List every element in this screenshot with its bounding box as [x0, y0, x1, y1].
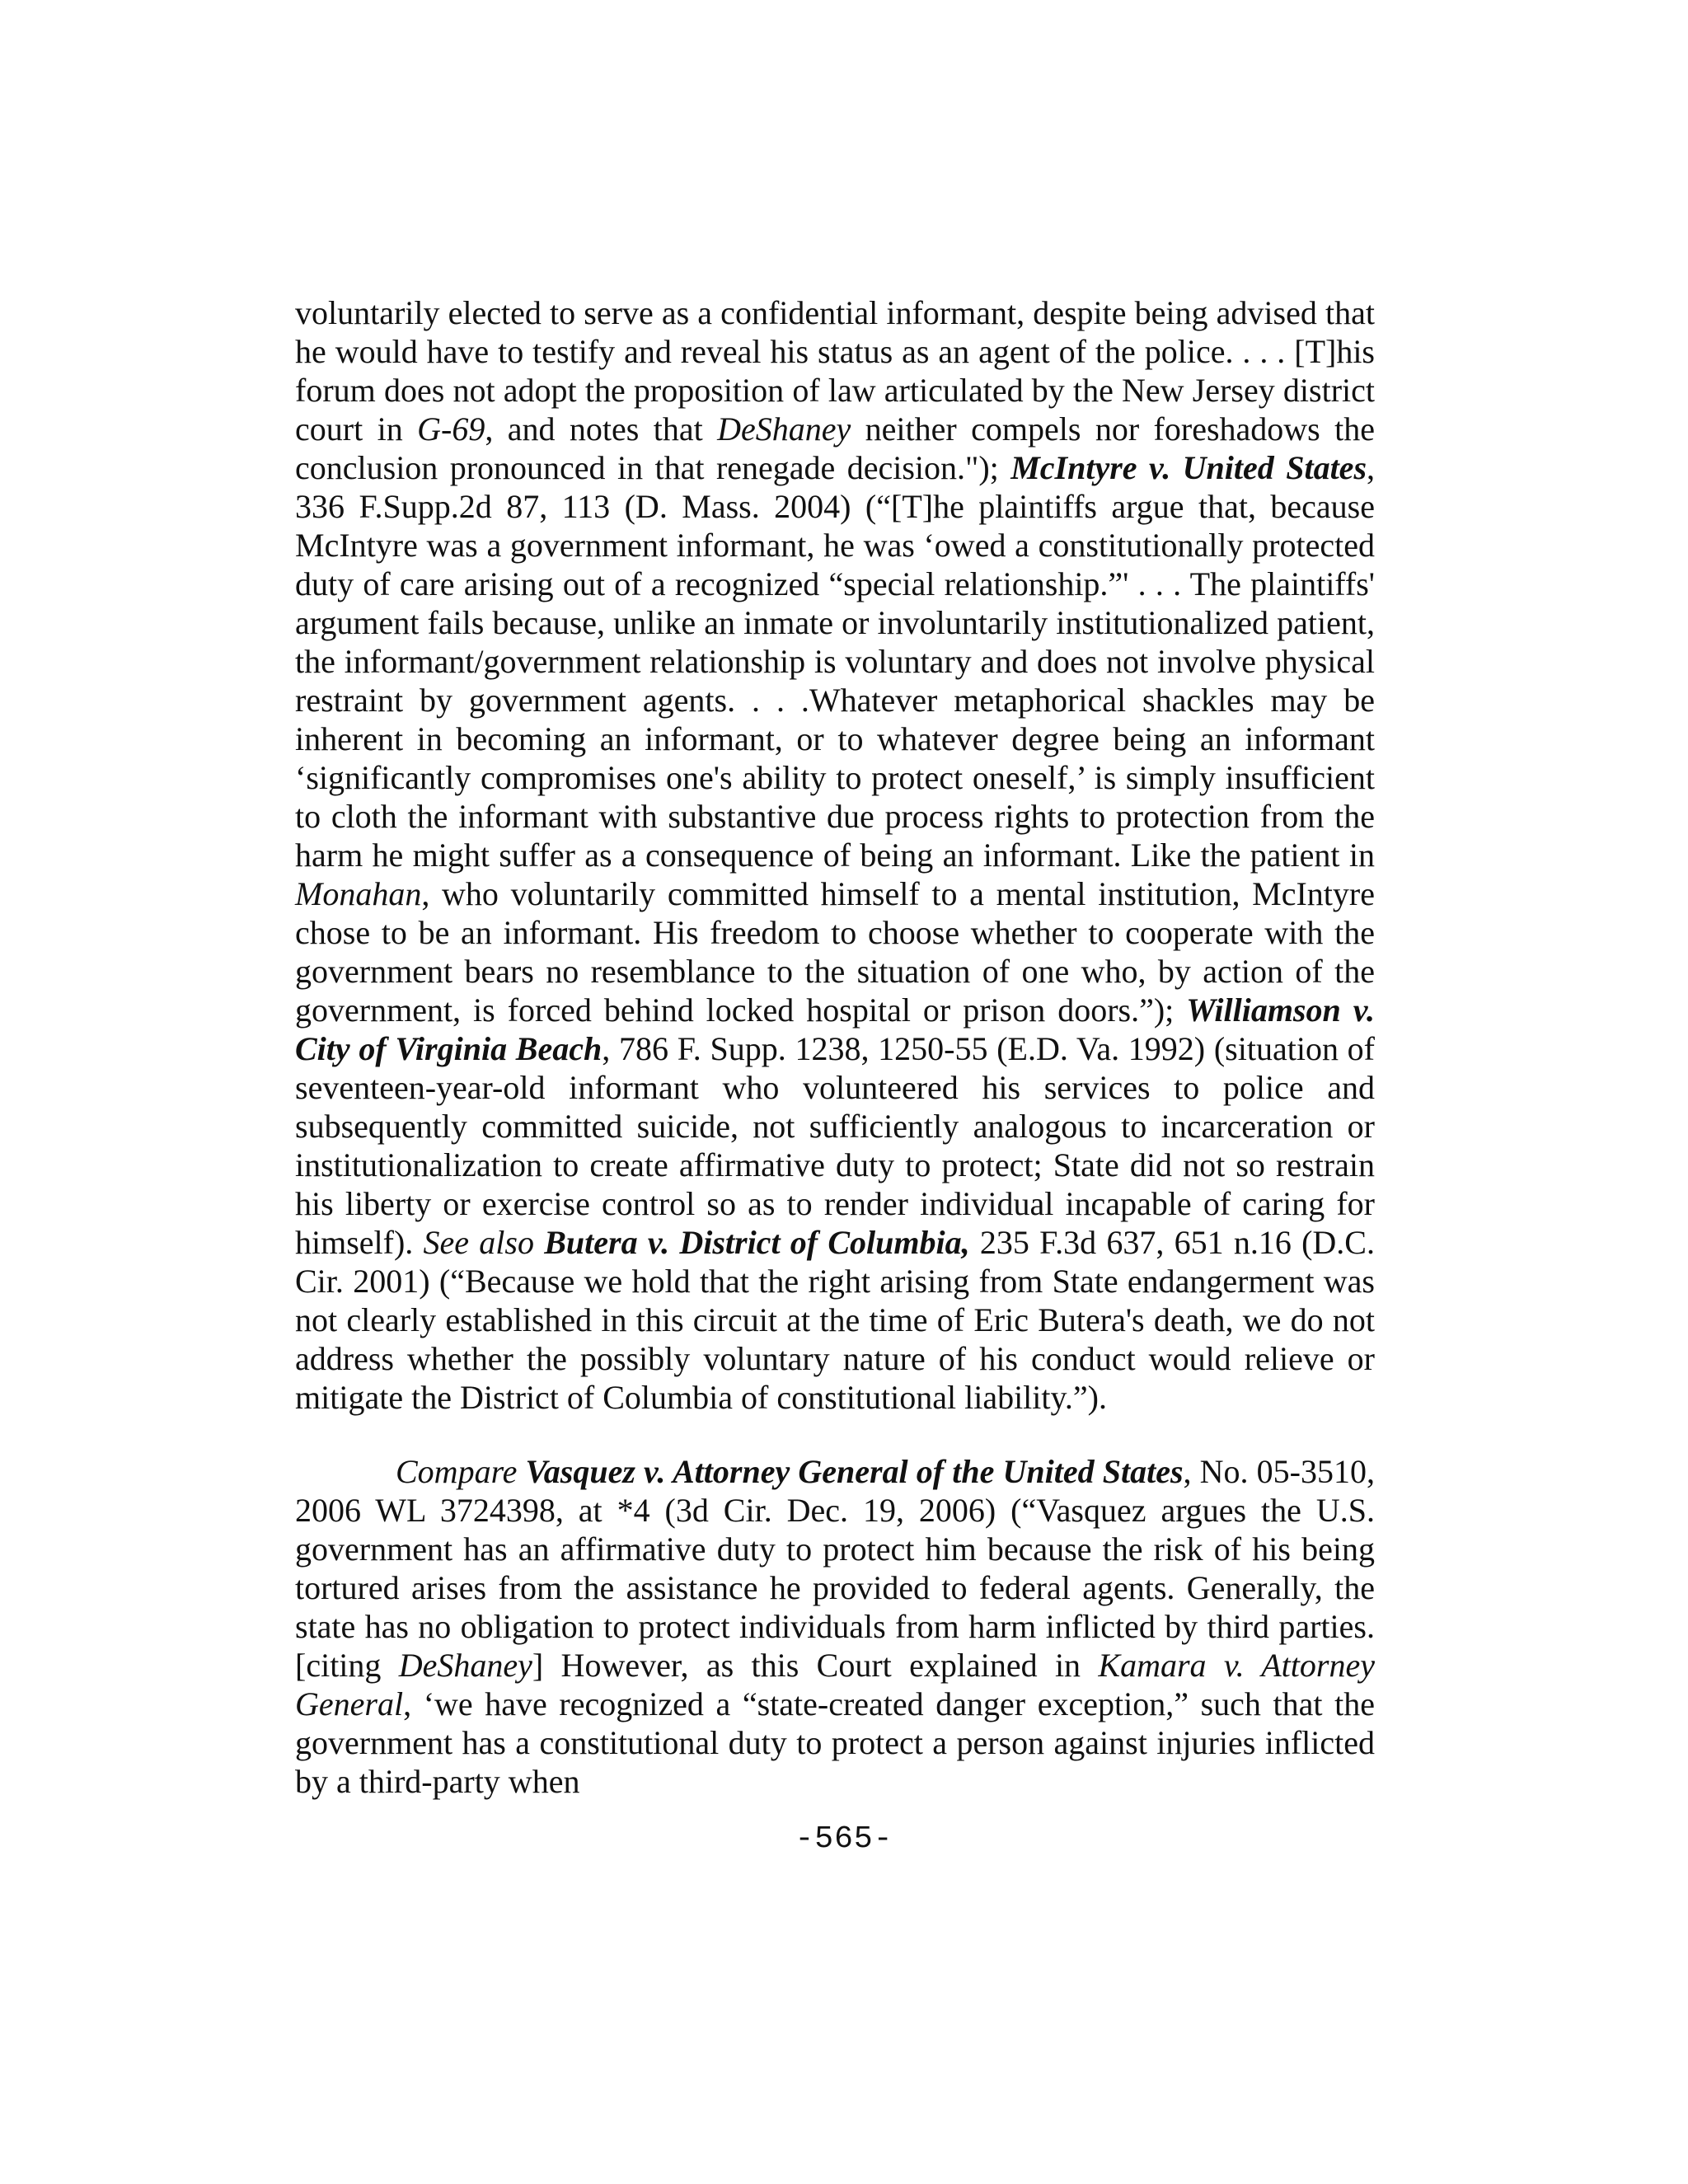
text-run: neither compels nor foreshadows the conclusion pronounced in that renegade decision.");: [295, 410, 1375, 486]
case-name-run: Butera v. District of Columbia,: [544, 1224, 970, 1261]
paragraph-2-text: [295, 1452, 1375, 1801]
text-run: , 786 F. Supp. 1238, 1250-55 (E.D. Va. 1992) (situation of seventeen-year-old informant who volunteered his services to police and subsequently committed suicide, not sufficiently analogous to incarceration or institutionalization to create affirmative duty to protect; State did not so restrain his liberty or exercise control so as to render individual incapable of caring for himself).: [295, 1030, 1375, 1261]
page-number: -565-: [795, 1821, 893, 1857]
case-name-run: Vasquez v. Attorney General of the United States: [525, 1453, 1184, 1490]
text-run: , and notes that: [485, 410, 718, 448]
italic-text-run: Compare: [396, 1453, 526, 1490]
text-run: , No. 05-3510, 2006 WL 3724398, at *4 (3d Cir. Dec. 19, 2006) (“Vasquez argues the U.S. government has an affirmative duty to protect him because the risk of his being tortured arises from the assistance he provided to federal agents. Generally, the state has no obligation to protect individuals from harm inflicted by third parties. [citing: [295, 1453, 1376, 1684]
italic-text-run: G-69: [417, 410, 485, 448]
text-run: ] However, as this Court explained in: [532, 1647, 1099, 1684]
case-name-run: McIntyre v. United States: [1010, 449, 1367, 486]
case-name-run: Williamson v. City of Virginia Beach: [295, 991, 1375, 1067]
italic-text-run: Kamara v. Attorney General: [295, 1647, 1375, 1722]
text-run: voluntarily elected to serve as a confidential informant, despite being advised that he would have to testify and reveal his status as an agent of the police. . . . [T]his forum does not adopt the proposition of law articulated by the New Jersey district court in: [295, 294, 1375, 448]
text-run: , ‘we have recognized a “state-created danger exception,” such that the government has a constitutional duty to protect a person against injuries inflicted by a third-party when: [295, 1685, 1375, 1800]
text-run: , 336 F.Supp.2d 87, 113 (D. Mass. 2004) (“[T]he plaintiffs argue that, because McIntyre was a government informant, he was ‘owed a constitutionally protected duty of care arising out of a recognized “special relationship.”' . . . The plaintiffs' argument fails because, unlike an inmate or involuntarily institutionalized patient, the informant/government relationship is voluntary and does not involve physical restraint by government agents. . . .Whatever metaphorical shackles may be inherent in becoming an informant, or to whatever degree being an informant ‘significantly compromises one's ability to protect oneself,’ is simply insufficient to cloth the informant with substantive due process rights to protection from the harm he might suffer as a consequence of being an informant. Like the patient in: [295, 449, 1376, 874]
italic-text-run: DeShaney: [717, 410, 851, 448]
italic-text-run: See also: [423, 1224, 545, 1261]
italic-text-run: Monahan: [295, 875, 422, 912]
paragraph-1-text: [295, 293, 1375, 1417]
paragraph-2: [295, 1452, 1375, 1801]
paragraph-1: [295, 293, 1375, 1417]
text-run: , who voluntarily committed himself to a mental institution, McIntyre chose to be an informant. His freedom to choose whether to cooperate with the government bears no resemblance to the situation of one who, by action of the government, is forced behind locked hospital or prison doors.”);: [295, 875, 1375, 1029]
italic-text-run: DeShaney: [398, 1647, 532, 1684]
text-run: 235 F.3d 637, 651 n.16 (D.C. Cir. 2001) (“Because we hold that the right arising from State endangerment was not clearly established in this circuit at the time of Eric Butera's death, we do not address whether the possibly voluntary nature of his conduct would relieve or mitigate the District of Columbia of constitutional liability.”).: [295, 1224, 1375, 1416]
